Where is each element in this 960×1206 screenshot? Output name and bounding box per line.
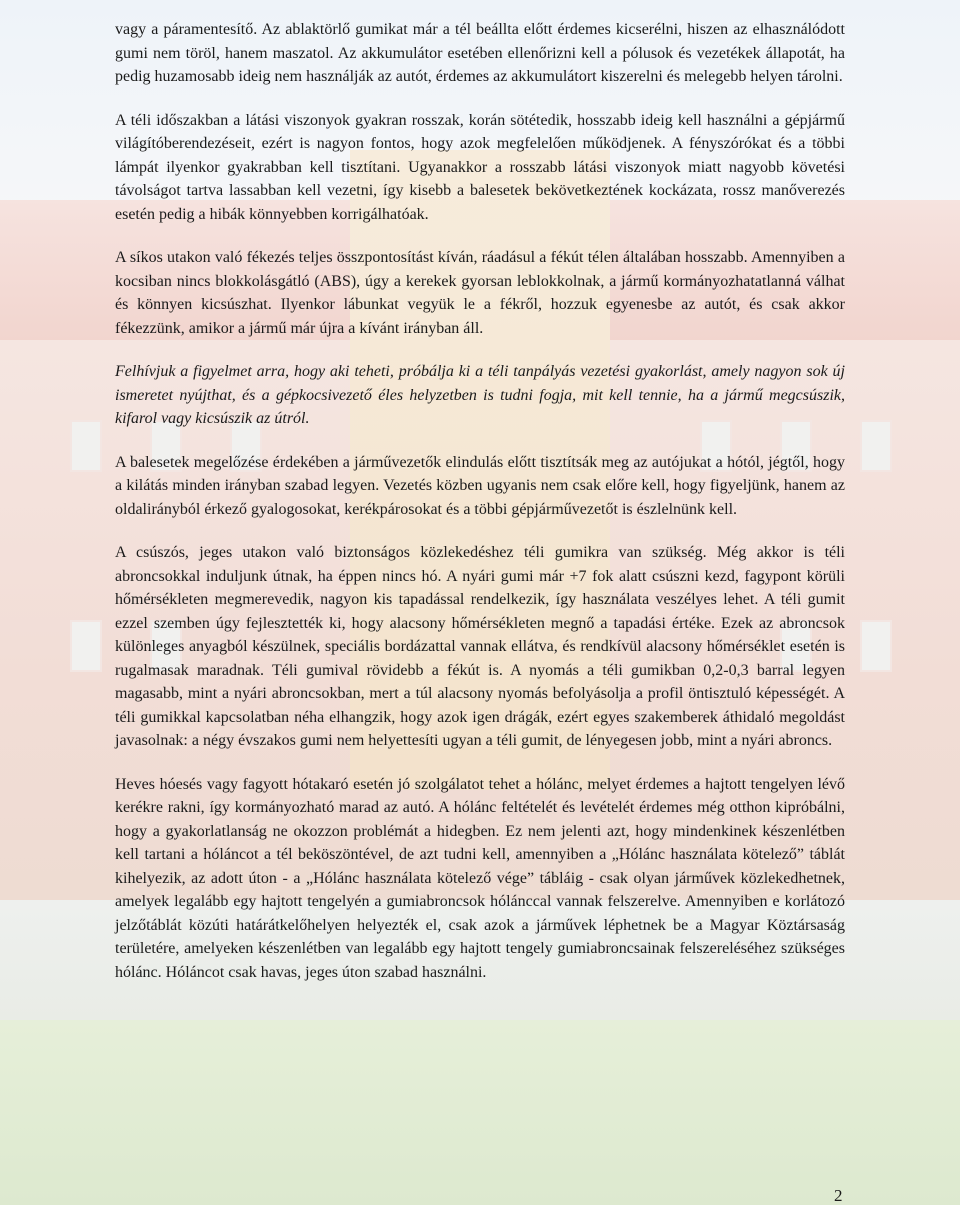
background-grass [0, 1020, 960, 1205]
paragraph-braking: A síkos utakon való fékezés teljes összpontosítást kíván, ráadásul a fékút télen általában hosszabb. Amennyiben a kocsiban nincs blokkolásgátló (ABS), úgy a kerekek gyorsan leblokkolnak, a jármű kormányozhatatlanná válhat és könnyen kicsúszhat. Ilyenkor lábunkat vegyük le a fékről, hozzuk egyenesbe az autót, és csak akkor fékezzünk, amikor a jármű már újra a kívánt irányban áll. [115, 249, 845, 337]
page-number: 2 [834, 1186, 843, 1205]
paragraph-winter-tyres: A csúszós, jeges utakon való biztonságos közlekedéshez téli gumikra van szükség. Még akkor is téli abroncsokkal induljunk útnak, ha éppen nincs hó. A nyári gumi már +7 fok alatt csúszni kezd, fagypont körüli hőmérsékleten megmerevedik, nagyon kis tapadással rendelkezik, így használata veszélyes lehet. A téli gumit ezzel szemben úgy fejlesztették ki, hogy alacsony hőmérsékleten megnő a tapadási értéke. Ezek az abroncsok különleges anyagból készülnek, speciális bordázattal vannak ellátva, és rendkívül alacsony hőmérséklet esetén is rugalmasak maradnak. Téli gumival rövidebb a fékút is. A nyomás a téli gumikban 0,2-0,3 barral legyen magasabb, mint a nyári abroncsokban, mert a túl alacsony nyomás befolyásolja a profil öntisztuló képességét. A téli gumikkal kapcsolatban néha elhangzik, hogy azok igen drágák, ezért egyes szakemberek áthidaló megoldást javasolnak: a négy évszakos gumi nem helyettesíti ugyan a téli gumit, de lényegesen jobb, mint a nyári abroncs. [115, 544, 845, 749]
paragraph-cleaning: A balesetek megelőzése érdekében a járművezetők elindulás előtt tisztítsák meg az autójukat a hótól, jégtől, hogy a kilátás minden irányban szabad legyen. Vezetés közben ugyanis nem csak előre kell, hogy figyeljünk, hanem az oldalirányból érkező gyalogosokat, kerékpárosokat és a többi gépjárművezetőt is észlelnünk kell. [115, 453, 845, 518]
paragraph-visibility: A téli időszakban a látási viszonyok gyakran rosszak, korán sötétedik, hosszabb ideig kell használni a gépjármű világítóberendezéseit, ezért is nagyon fontos, hogy azok megfelelően működjenek. A fényszórókat és a többi lámpát ilyenkor gyakrabban kell tisztítani. Ugyanakkor a rosszabb látási viszonyok miatt nagyobb követési távolságot tartva lassabban kell vezetni, így kisebb a balesetek bekövetkeztének kockázata, rossz manőverezés esetén pedig a hibák könnyebben korrigálhatóak. [115, 111, 845, 223]
paragraph-training-notice: Felhívjuk a figyelmet arra, hogy aki teheti, próbálja ki a téli tanpályás vezetési gyakorlást, amely nagyon sok új ismeretet nyújthat, és a gépkocsivezető éles helyzetben is tudni fogja, mit kell tennie, ha a jármű megcsúszik, kifarol vagy kicsúszik az útról. [115, 363, 845, 427]
paragraph-wipers-battery: vagy a páramentesítő. Az ablaktörlő gumikat már a tél beállta előtt érdemes kicserélni, hiszen az elhasználódott gumi nem töröl, hanem maszatol. Az akkumulátor esetében ellenőrizni kell a pólusok és vezetékek állapotát, ha pedig huzamosabb ideig nem használják az autót, érdemes az akkumulátort kiszerelni és melegebb helyen tárolni. [115, 21, 845, 85]
paragraph-snow-chains: Heves hóesés vagy fagyott hótakaró esetén jó szolgálatot tehet a hólánc, melyet érdemes a hajtott tengelyen lévő kerékre rakni, így kormányozható marad az autó. A hólánc feltételét és levételét érdemes még otthon kipróbálni, hogy a gyakorlatlanság ne okozzon problémát a hidegben. Ez nem jelenti azt, hogy mindenkinek készenlétben kell tartani a hóláncot a tél beköszöntével, de azt tudni kell, amennyiben a „Hólánc használata kötelező” táblát kihelyezik, az adott úton - a „Hólánc használata kötelező vége” tábláig - csak olyan járművek közlekedhetnek, amelyek legalább egy hajtott tengelyén a gumiabroncsok hólánccal vannak felszerelve. Amennyiben e korlátozó jelzőtáblát közúti határátkelőhelyen helyezték el, csak azok a járművek léphetnek be a Magyar Köztársaság területére, amelyeken készenlétben van legalább egy hajtott tengely gumiabroncsainak felszereléséhez szükséges hólánc. Hóláncot csak havas, jeges úton szabad használni. [115, 775, 845, 981]
background-window [70, 620, 102, 672]
background-window [860, 420, 892, 472]
background-window [70, 420, 102, 472]
background-window [860, 620, 892, 672]
document-body [115, 18, 845, 1004]
